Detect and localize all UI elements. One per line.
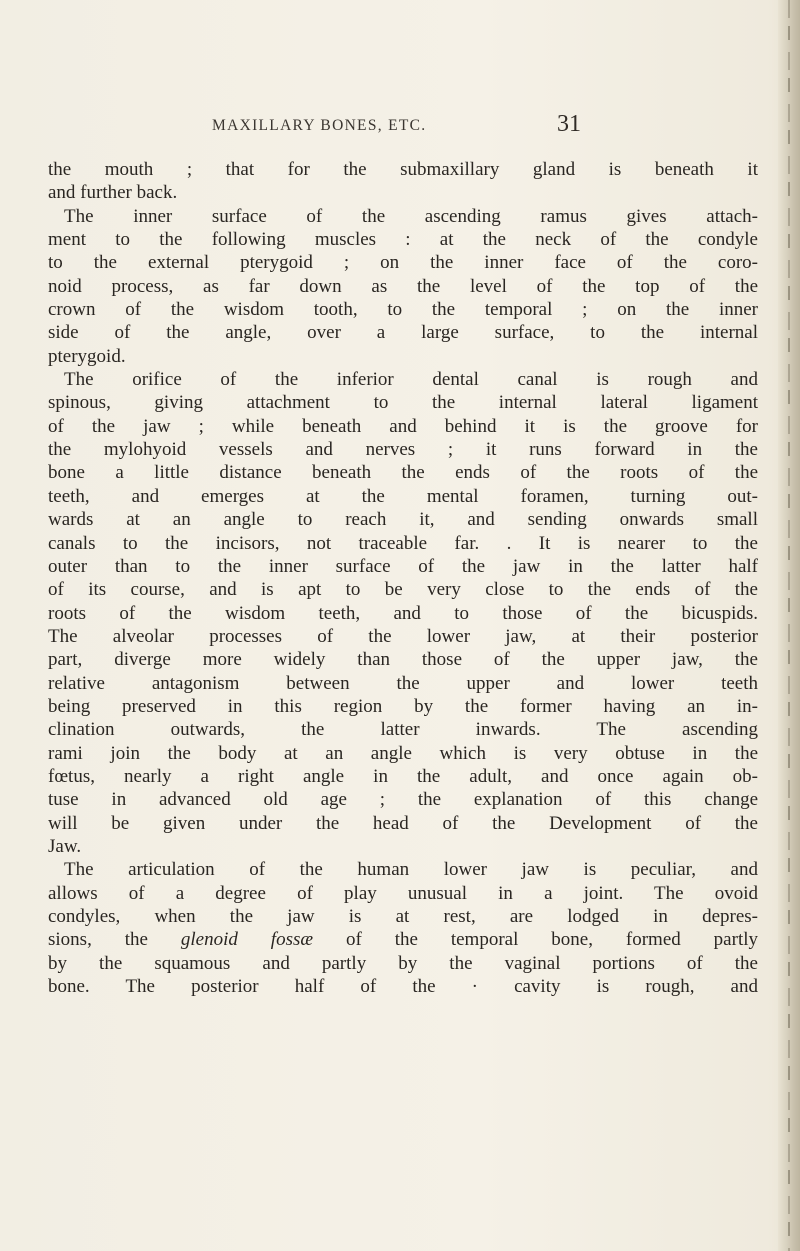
text-line: being preserved in this region by the former having an in- [48,695,758,717]
text-line: teeth, and emerges at the mental foramen, turning out- [48,485,758,507]
text-line: of its course, and is apt to be very close to the ends of the [48,579,758,601]
text-line: and further back. [48,182,178,204]
text-line: the mylohyoid vessels and nerves ; it runs forward in the [48,439,758,461]
text-line: clination outwards, the latter inwards. The ascending [48,719,758,741]
text-line: by the squamous and partly by the vaginal portions of the [48,952,758,974]
text-line: condyles, when the jaw is at rest, are lodged in depres- [48,906,758,927]
text-line: part, diverge more widely than those of the upper jaw, the [48,649,758,671]
page-header [212,111,592,141]
text-line: spinous, giving attachment to the internal lateral ligament [48,392,758,414]
text-line: to the external pterygoid ; on the inner face of the coro- [48,252,758,274]
text-line: relative antagonism between the upper and lower teeth [48,672,758,694]
text-line: ment to the following muscles : at the neck of the condyle [48,229,758,251]
paragraph-start-line: The orifice of the inferior dental canal is rough and [64,369,758,391]
text-line: The alveolar processes of the lower jaw, at their posterior [48,625,758,647]
text-line: of the jaw ; while beneath and behind it is the groove for [48,415,758,437]
page-number: 31 [557,111,581,137]
text-line: outer than to the inner surface of the jaw in the latter half [48,555,758,577]
text-segment: sions, the [48,929,148,951]
paragraph-start-line: The articulation of the human lower jaw is peculiar, and [64,859,758,881]
text-line: roots of the wisdom teeth, and to those of the bicuspids. [48,602,758,624]
text-line: wards at an angle to reach it, and sending onwards small [48,509,758,531]
text-line: allows of a degree of play unusual in a joint. The ovoid [48,882,758,904]
text-line: bone. The posterior half of the · cavity is rough, and [48,976,758,998]
text-line: the mouth ; that for the submaxillary gland is beneath it [48,159,758,180]
running-head: MAXILLARY BONES, ETC. [212,117,427,134]
text-line: fœtus, nearly a right angle in the adult, and once again ob- [48,765,758,787]
text-line: rami join the body at an angle which is very obtuse in the [48,742,758,764]
text-line: pterygoid. [48,345,126,367]
text-line: canals to the incisors, not traceable far. . It is nearer to the [48,532,758,554]
binding-gutter [778,0,800,1251]
paragraph-start-line: The inner surface of the ascending ramus gives attach- [64,205,758,227]
text-line: bone a little distance beneath the ends of the roots of the [48,462,758,484]
italic-term: glenoid fossæ [180,929,314,951]
text-line-with-italic-term [48,928,758,951]
body-text [48,158,758,998]
text-line: will be given under the head of the Development of the [48,812,758,834]
text-line: tuse in advanced old age ; the explanation of this change [48,789,758,811]
text-line: noid process, as far down as the level of the top of the [48,275,758,297]
text-line: side of the angle, over a large surface, to the internal [48,322,758,344]
text-line: crown of the wisdom tooth, to the temporal ; on the inner [48,299,758,321]
text-line: Jaw. [48,835,82,857]
text-segment: of the temporal bone, formed partly [345,929,758,951]
